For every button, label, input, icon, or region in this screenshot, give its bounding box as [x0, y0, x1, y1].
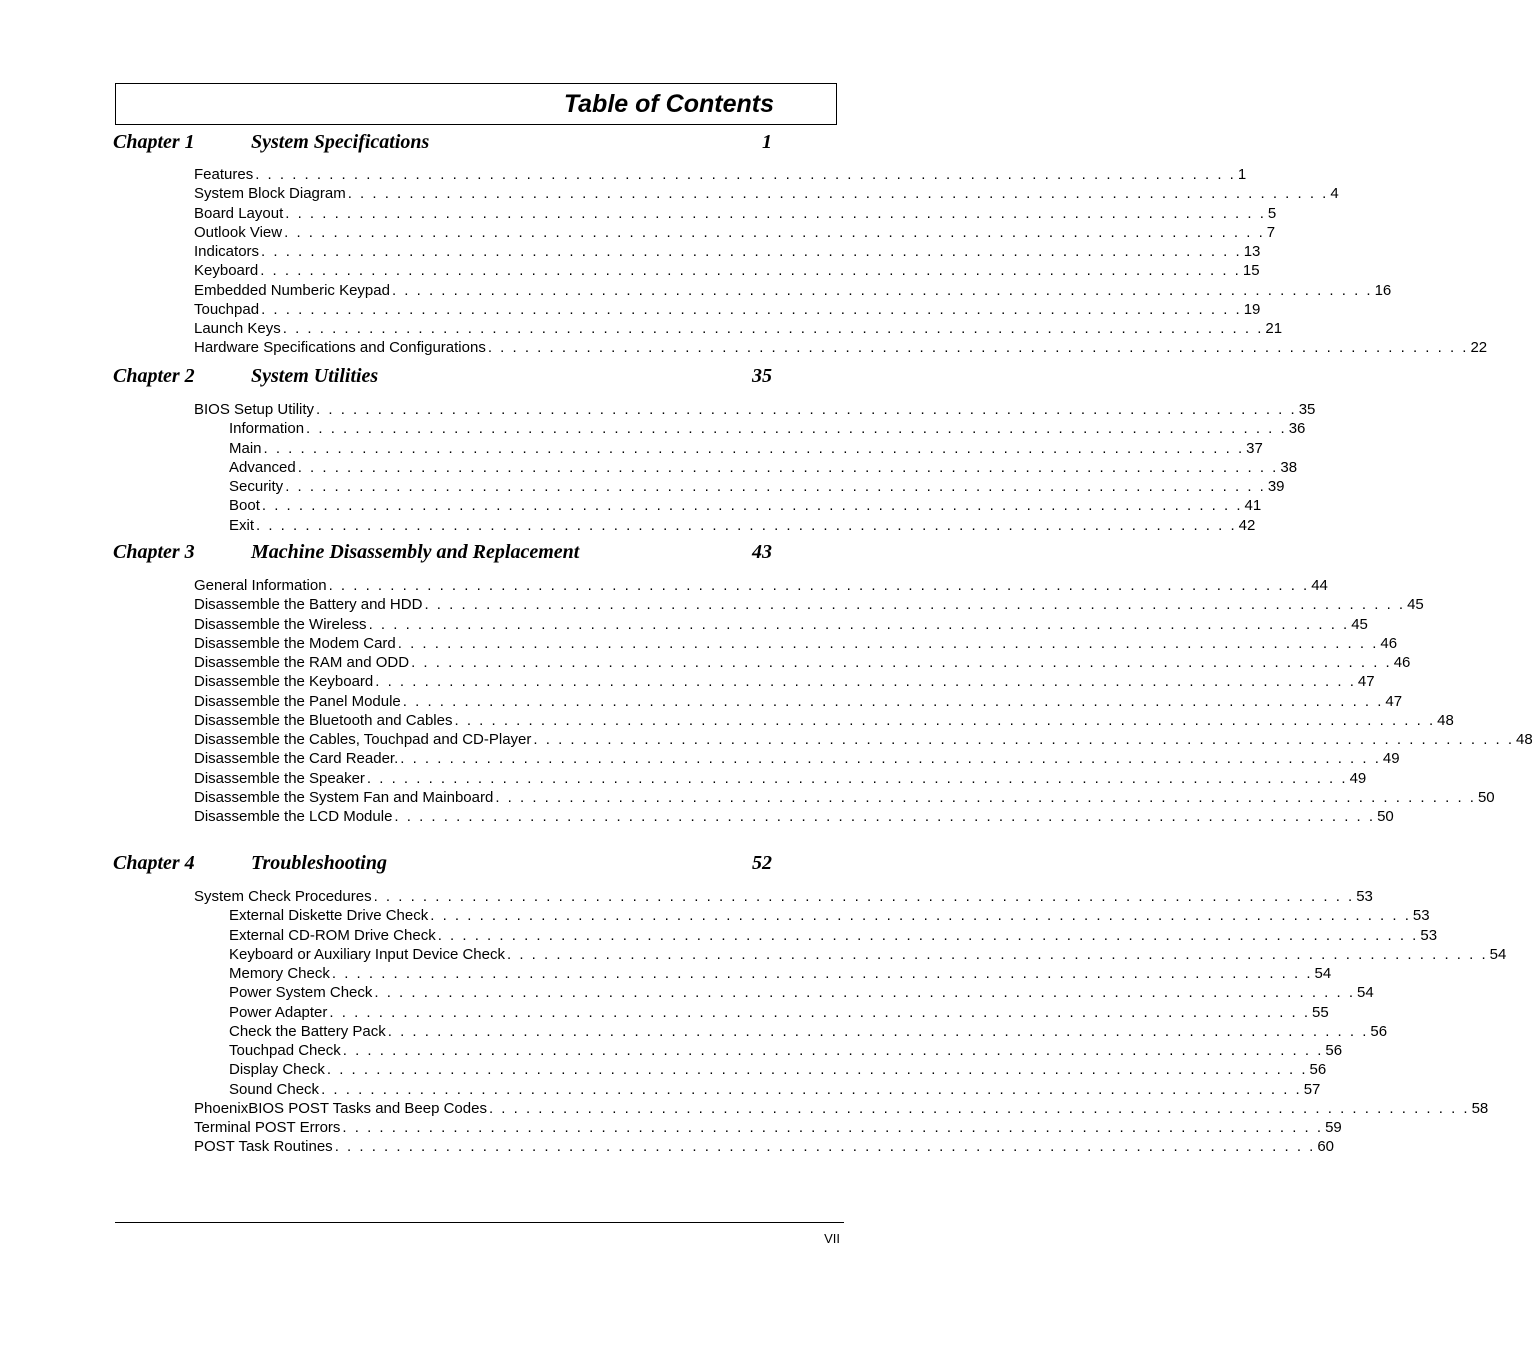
- toc-entry[interactable]: [194, 281, 1392, 300]
- chapter-page: 52: [752, 852, 772, 874]
- dot-leader: . . . . . . . . . . . . . . . . . . . . . . . . . . . . . . . . . . . . . . . . . . . . . . . . . . . . . . . . . . . . . . . . . . . . . . . . . . . . . . . .: [285, 478, 1266, 495]
- toc-entry-page: 53: [1420, 927, 1438, 944]
- toc-entry-label: Disassemble the Battery and HDD: [194, 596, 423, 613]
- toc-entry[interactable]: [229, 439, 1263, 458]
- toc-entry-page: 46: [1380, 635, 1398, 652]
- chapter-number: Chapter 2: [113, 365, 195, 387]
- chapter-page: 1: [762, 131, 772, 153]
- toc-entry[interactable]: [194, 1118, 1342, 1137]
- toc-entry-page: 54: [1357, 984, 1374, 1001]
- toc-entry-label: Touchpad: [194, 301, 260, 318]
- toc-entry[interactable]: [194, 692, 1403, 711]
- footer-page-number: VII: [824, 1231, 840, 1246]
- toc-entry-label: Disassemble the Cables, Touchpad and CD-Player: [194, 731, 532, 748]
- toc-entry-label: External Diskette Drive Check: [229, 907, 429, 924]
- toc-entry-label: External CD-ROM Drive Check: [229, 927, 436, 944]
- toc-entry-label: Exit: [229, 517, 255, 534]
- toc-entry-page: 48: [1437, 712, 1454, 729]
- toc-entry-page: 38: [1280, 459, 1298, 476]
- toc-entry-page: 39: [1267, 478, 1285, 495]
- toc-entry[interactable]: [194, 769, 1367, 788]
- toc-entry-label: Disassemble the Card Reader.: [194, 750, 399, 767]
- toc-entry-page: 37: [1246, 440, 1263, 457]
- toc-entry-page: 50: [1377, 808, 1394, 825]
- toc-entry-label: Features: [194, 166, 254, 183]
- toc-entry[interactable]: [194, 165, 1247, 184]
- toc-entry[interactable]: [194, 338, 1488, 357]
- toc-entry[interactable]: [194, 634, 1398, 653]
- chapter-title: Troubleshooting: [251, 852, 387, 874]
- dot-leader: . . . . . . . . . . . . . . . . . . . . . . . . . . . . . . . . . . . . . . . . . . . . . . . . . . . . . . . . . . . . . . . . . . . . . . . . . . . . . . . .: [306, 420, 1287, 437]
- toc-entry-page: 42: [1238, 517, 1256, 534]
- toc-entry[interactable]: [194, 730, 1533, 749]
- toc-entry-page: 22: [1470, 339, 1488, 356]
- toc-entry-page: 46: [1393, 654, 1411, 671]
- dot-leader: . . . . . . . . . . . . . . . . . . . . . . . . . . . . . . . . . . . . . . . . . . . . . . . . . . . . . . . . . . . . . . . . . . . . . . . . . . . . . . . .: [391, 282, 1373, 299]
- dot-leader: . . . . . . . . . . . . . . . . . . . . . . . . . . . . . . . . . . . . . . . . . . . . . . . . . . . . . . . . . . . . . . . . . . . . . . . . . . . . . . . .: [454, 712, 1436, 729]
- toc-entry-page: 44: [1311, 577, 1328, 594]
- toc-entry-label: Boot: [229, 497, 260, 514]
- toc-entry-page: 58: [1471, 1100, 1489, 1117]
- dot-leader: . . . . . . . . . . . . . . . . . . . . . . . . . . . . . . . . . . . . . . . . . . . . . . . . . . . . . . . . . . . . . . . . . . . . . . . . . . . . . . . .: [316, 401, 1297, 418]
- footer-divider: [115, 1222, 844, 1223]
- toc-entry-label: General Information: [194, 577, 327, 594]
- chapter-page: 43: [752, 541, 772, 563]
- toc-entry-label: Power System Check: [229, 984, 373, 1001]
- toc-entry[interactable]: [229, 1041, 1343, 1060]
- toc-entry-label: Sound Check: [229, 1081, 320, 1098]
- toc-entry-label: Memory Check: [229, 965, 330, 982]
- dot-leader: . . . . . . . . . . . . . . . . . . . . . . . . . . . . . . . . . . . . . . . . . . . . . . . . . . . . . . . . . . . . . . . . . . . . . . . . . . . . . . . .: [255, 166, 1236, 183]
- dot-leader: . . . . . . . . . . . . . . . . . . . . . . . . . . . . . . . . . . . . . . . . . . . . . . . . . . . . . . . . . . . . . . . . . . . . . . . . . . . . . . . .: [533, 731, 1515, 748]
- dot-leader: . . . . . . . . . . . . . . . . . . . . . . . . . . . . . . . . . . . . . . . . . . . . . . . . . . . . . . . . . . . . . . . . . . . . . . . . . . . . . . . .: [263, 440, 1245, 457]
- dot-leader: . . . . . . . . . . . . . . . . . . . . . . . . . . . . . . . . . . . . . . . . . . . . . . . . . . . . . . . . . . . . . . . . . . . . . . . . . . . . . . . .: [397, 635, 1379, 652]
- toc-entry-label: Board Layout: [194, 205, 284, 222]
- toc-entry-page: 49: [1349, 770, 1367, 787]
- dot-leader: . . . . . . . . . . . . . . . . . . . . . . . . . . . . . . . . . . . . . . . . . . . . . . . . . . . . . . . . . . . . . . . . . . . . . . . . . . . . . . . .: [387, 1023, 1369, 1040]
- toc-entry-page: 57: [1303, 1081, 1321, 1098]
- toc-entry[interactable]: [194, 223, 1276, 242]
- toc-entry-label: Main: [229, 440, 262, 457]
- dot-leader: . . . . . . . . . . . . . . . . . . . . . . . . . . . . . . . . . . . . . . . . . . . . . . . . . . . . . . . . . . . . . . . . . . . . . . . . . . . . . . . .: [326, 1061, 1308, 1078]
- toc-entry[interactable]: [229, 516, 1256, 535]
- toc-entry-label: Disassemble the LCD Module: [194, 808, 393, 825]
- dot-leader: . . . . . . . . . . . . . . . . . . . . . . . . . . . . . . . . . . . . . . . . . . . . . . . . . . . . . . . . . . . . . . . . . . . . . . . . . . . . . . . .: [260, 262, 1241, 279]
- toc-entry-page: 47: [1357, 673, 1375, 690]
- chapter-heading[interactable]: [113, 852, 772, 882]
- toc-entry-page: 15: [1242, 262, 1260, 279]
- dot-leader: . . . . . . . . . . . . . . . . . . . . . . . . . . . . . . . . . . . . . . . . . . . . . . . . . . . . . . . . . . . . . . . . . . . . . . . . . . . . . . . .: [342, 1119, 1324, 1136]
- toc-entry-page: 53: [1356, 888, 1373, 905]
- toc-entry-label: Disassemble the Wireless: [194, 616, 367, 633]
- toc-entry-label: System Check Procedures: [194, 888, 372, 905]
- toc-entry-label: Keyboard or Auxiliary Input Device Check: [229, 946, 505, 963]
- toc-entry[interactable]: [194, 807, 1394, 826]
- dot-leader: . . . . . . . . . . . . . . . . . . . . . . . . . . . . . . . . . . . . . . . . . . . . . . . . . . . . . . . . . . . . . . . . . . . . . . . . . . . . . . . .: [331, 965, 1313, 982]
- toc-entry-label: Hardware Specifications and Configurations: [194, 339, 486, 356]
- toc-entry-page: 21: [1265, 320, 1283, 337]
- toc-entry[interactable]: [194, 184, 1339, 203]
- chapter-title: System Specifications: [251, 131, 430, 153]
- dot-leader: . . . . . . . . . . . . . . . . . . . . . . . . . . . . . . . . . . . . . . . . . . . . . . . . . . . . . . . . . . . . . . . . . . . . . . . . . . . . . . . .: [411, 654, 1392, 671]
- dot-leader: . . . . . . . . . . . . . . . . . . . . . . . . . . . . . . . . . . . . . . . . . . . . . . . . . . . . . . . . . . . . . . . . . . . . . . . . . . . . . . . .: [400, 750, 1381, 767]
- toc-entry[interactable]: [229, 1060, 1327, 1079]
- toc-entry[interactable]: [229, 458, 1298, 477]
- toc-entry[interactable]: [194, 595, 1424, 614]
- dot-leader: . . . . . . . . . . . . . . . . . . . . . . . . . . . . . . . . . . . . . . . . . . . . . . . . . . . . . . . . . . . . . . . . . . . . . . . . . . . . . . . .: [375, 673, 1356, 690]
- page-title: Table of Contents: [563, 90, 774, 118]
- toc-entry-page: 16: [1374, 282, 1392, 299]
- toc-entry-label: Disassemble the Speaker: [194, 770, 365, 787]
- toc-entry-page: 13: [1243, 243, 1261, 260]
- toc-entry-label: Touchpad Check: [229, 1042, 341, 1059]
- toc-entry-page: 55: [1312, 1004, 1329, 1021]
- toc-entry-page: 54: [1314, 965, 1332, 982]
- chapter-number: Chapter 1: [113, 131, 195, 153]
- toc-entry[interactable]: [229, 1003, 1329, 1022]
- toc-entry[interactable]: [194, 261, 1260, 280]
- dot-leader: . . . . . . . . . . . . . . . . . . . . . . . . . . . . . . . . . . . . . . . . . . . . . . . . . . . . . . . . . . . . . . . . . . . . . . . . . . . . . . . .: [328, 577, 1310, 594]
- chapter-heading[interactable]: [113, 541, 772, 571]
- toc-entry[interactable]: [229, 964, 1332, 983]
- chapter-page: 35: [752, 365, 772, 387]
- toc-entry-page: 7: [1266, 224, 1276, 241]
- toc-entry[interactable]: [194, 400, 1316, 419]
- toc-entry[interactable]: [194, 653, 1411, 672]
- toc-entry-page: 45: [1351, 616, 1368, 633]
- toc-entry-label: Display Check: [229, 1061, 325, 1078]
- toc-entry[interactable]: [229, 1080, 1321, 1099]
- chapter-title: System Utilities: [251, 365, 379, 387]
- toc-entry[interactable]: [194, 300, 1261, 319]
- toc-entry-label: Embedded Numberic Keypad: [194, 282, 390, 299]
- toc-entry-label: Disassemble the Modem Card: [194, 635, 396, 652]
- dot-leader: . . . . . . . . . . . . . . . . . . . . . . . . . . . . . . . . . . . . . . . . . . . . . . . . . . . . . . . . . . . . . . . . . . . . . . . . . . . . . . . .: [261, 497, 1243, 514]
- toc-entry-page: 49: [1382, 750, 1400, 767]
- toc-entry[interactable]: [229, 1022, 1388, 1041]
- dot-leader: . . . . . . . . . . . . . . . . . . . . . . . . . . . . . . . . . . . . . . . . . . . . . . . . . . . . . . . . . . . . . . . . . . . . . . . . . . . . . . . .: [437, 927, 1419, 944]
- toc-entry[interactable]: [229, 945, 1507, 964]
- toc-entry-label: Keyboard: [194, 262, 259, 279]
- toc-entry[interactable]: [194, 887, 1373, 906]
- toc-entry-page: 19: [1243, 301, 1261, 318]
- toc-entry[interactable]: [194, 242, 1261, 261]
- toc-entry-page: 56: [1309, 1061, 1327, 1078]
- toc-entry[interactable]: [194, 576, 1328, 595]
- dot-leader: . . . . . . . . . . . . . . . . . . . . . . . . . . . . . . . . . . . . . . . . . . . . . . . . . . . . . . . . . . . . . . . . . . . . . . . . . . . . . . . .: [347, 185, 1329, 202]
- toc-entry-label: PhoenixBIOS POST Tasks and Beep Codes: [194, 1100, 487, 1117]
- toc-entry[interactable]: [194, 1099, 1489, 1118]
- chapter-heading[interactable]: [113, 131, 772, 161]
- dot-leader: . . . . . . . . . . . . . . . . . . . . . . . . . . . . . . . . . . . . . . . . . . . . . . . . . . . . . . . . . . . . . . . . . . . . . . . . . . . . . . . .: [284, 224, 1265, 241]
- toc-entry[interactable]: [194, 204, 1277, 223]
- toc-entry-label: Disassemble the RAM and ODD: [194, 654, 410, 671]
- toc-entry-page: 56: [1370, 1023, 1388, 1040]
- toc-entry-page: 54: [1489, 946, 1507, 963]
- toc-entry-label: Disassemble the Panel Module: [194, 693, 401, 710]
- title-box: [115, 83, 837, 125]
- toc-entry-page: 35: [1298, 401, 1316, 418]
- toc-entry-label: Disassemble the Keyboard: [194, 673, 374, 690]
- toc-entry-label: Terminal POST Errors: [194, 1119, 341, 1136]
- toc-entry-page: 1: [1237, 166, 1247, 183]
- toc-entry-page: 4: [1330, 185, 1339, 202]
- toc-entry-label: BIOS Setup Utility: [194, 401, 315, 418]
- toc-entry-page: 41: [1244, 497, 1262, 514]
- dot-leader: . . . . . . . . . . . . . . . . . . . . . . . . . . . . . . . . . . . . . . . . . . . . . . . . . . . . . . . . . . . . . . . . . . . . . . . . . . . . . . . .: [487, 339, 1469, 356]
- toc-entry-page: 53: [1412, 907, 1430, 924]
- toc-entry-page: 59: [1325, 1119, 1342, 1136]
- toc-entry[interactable]: [229, 477, 1285, 496]
- dot-leader: . . . . . . . . . . . . . . . . . . . . . . . . . . . . . . . . . . . . . . . . . . . . . . . . . . . . . . . . . . . . . . . . . . . . . . . . . . . . . . . .: [285, 205, 1266, 222]
- dot-leader: . . . . . . . . . . . . . . . . . . . . . . . . . . . . . . . . . . . . . . . . . . . . . . . . . . . . . . . . . . . . . . . . . . . . . . . . . . . . . . . .: [261, 301, 1242, 318]
- dot-leader: . . . . . . . . . . . . . . . . . . . . . . . . . . . . . . . . . . . . . . . . . . . . . . . . . . . . . . . . . . . . . . . . . . . . . . . . . . . . . . . .: [366, 770, 1348, 787]
- toc-entry-page: 48: [1516, 731, 1533, 748]
- dot-leader: . . . . . . . . . . . . . . . . . . . . . . . . . . . . . . . . . . . . . . . . . . . . . . . . . . . . . . . . . . . . . . . . . . . . . . . . . . . . . . . .: [282, 320, 1264, 337]
- dot-leader: . . . . . . . . . . . . . . . . . . . . . . . . . . . . . . . . . . . . . . . . . . . . . . . . . . . . . . . . . . . . . . . . . . . . . . . . . . . . . . . .: [488, 1100, 1470, 1117]
- toc-entry-page: 45: [1407, 596, 1424, 613]
- toc-entry[interactable]: [194, 749, 1400, 768]
- dot-leader: . . . . . . . . . . . . . . . . . . . . . . . . . . . . . . . . . . . . . . . . . . . . . . . . . . . . . . . . . . . . . . . . . . . . . . . . . . . . . . . .: [373, 888, 1355, 905]
- toc-entry-label: Launch Keys: [194, 320, 281, 337]
- toc-entry-page: 36: [1288, 420, 1306, 437]
- toc-entry-label: Outlook View: [194, 224, 283, 241]
- toc-entry[interactable]: [194, 615, 1368, 634]
- toc-entry[interactable]: [194, 1137, 1335, 1156]
- toc-entry-label: System Block Diagram: [194, 185, 346, 202]
- dot-leader: . . . . . . . . . . . . . . . . . . . . . . . . . . . . . . . . . . . . . . . . . . . . . . . . . . . . . . . . . . . . . . . . . . . . . . . . . . . . . . . .: [495, 789, 1476, 806]
- dot-leader: . . . . . . . . . . . . . . . . . . . . . . . . . . . . . . . . . . . . . . . . . . . . . . . . . . . . . . . . . . . . . . . . . . . . . . . . . . . . . . . .: [297, 459, 1279, 476]
- toc-entry[interactable]: [229, 983, 1374, 1002]
- toc-entry[interactable]: [229, 906, 1430, 925]
- toc-entry[interactable]: [229, 926, 1438, 945]
- toc-entry-label: Check the Battery Pack: [229, 1023, 386, 1040]
- dot-leader: . . . . . . . . . . . . . . . . . . . . . . . . . . . . . . . . . . . . . . . . . . . . . . . . . . . . . . . . . . . . . . . . . . . . . . . . . . . . . . . .: [430, 907, 1411, 924]
- toc-entry[interactable]: [194, 788, 1495, 807]
- chapter-title: Machine Disassembly and Replacement: [251, 541, 580, 563]
- dot-leader: . . . . . . . . . . . . . . . . . . . . . . . . . . . . . . . . . . . . . . . . . . . . . . . . . . . . . . . . . . . . . . . . . . . . . . . . . . . . . . . .: [329, 1004, 1311, 1021]
- dot-leader: . . . . . . . . . . . . . . . . . . . . . . . . . . . . . . . . . . . . . . . . . . . . . . . . . . . . . . . . . . . . . . . . . . . . . . . . . . . . . . . .: [342, 1042, 1324, 1059]
- toc-entry-label: Information: [229, 420, 305, 437]
- dot-leader: . . . . . . . . . . . . . . . . . . . . . . . . . . . . . . . . . . . . . . . . . . . . . . . . . . . . . . . . . . . . . . . . . . . . . . . . . . . . . . . .: [261, 243, 1242, 260]
- toc-entry[interactable]: [194, 672, 1375, 691]
- dot-leader: . . . . . . . . . . . . . . . . . . . . . . . . . . . . . . . . . . . . . . . . . . . . . . . . . . . . . . . . . . . . . . . . . . . . . . . . . . . . . . . .: [374, 984, 1356, 1001]
- toc-entry-label: Indicators: [194, 243, 260, 260]
- toc-entry-label: Disassemble the Bluetooth and Cables: [194, 712, 453, 729]
- toc-entry[interactable]: [194, 319, 1283, 338]
- toc-entry-page: 50: [1477, 789, 1495, 806]
- toc-entry-page: 60: [1317, 1138, 1335, 1155]
- dot-leader: . . . . . . . . . . . . . . . . . . . . . . . . . . . . . . . . . . . . . . . . . . . . . . . . . . . . . . . . . . . . . . . . . . . . . . . . . . . . . . . .: [424, 596, 1406, 613]
- toc-entry[interactable]: [229, 419, 1306, 438]
- toc-entry-page: 47: [1385, 693, 1403, 710]
- dot-leader: . . . . . . . . . . . . . . . . . . . . . . . . . . . . . . . . . . . . . . . . . . . . . . . . . . . . . . . . . . . . . . . . . . . . . . . . . . . . . . . .: [506, 946, 1488, 963]
- dot-leader: . . . . . . . . . . . . . . . . . . . . . . . . . . . . . . . . . . . . . . . . . . . . . . . . . . . . . . . . . . . . . . . . . . . . . . . . . . . . . . . .: [368, 616, 1350, 633]
- chapter-number: Chapter 4: [113, 852, 195, 874]
- toc-entry[interactable]: [194, 711, 1454, 730]
- dot-leader: . . . . . . . . . . . . . . . . . . . . . . . . . . . . . . . . . . . . . . . . . . . . . . . . . . . . . . . . . . . . . . . . . . . . . . . . . . . . . . . .: [402, 693, 1384, 710]
- toc-entry-page: 5: [1267, 205, 1277, 222]
- toc-entry-label: Security: [229, 478, 284, 495]
- dot-leader: . . . . . . . . . . . . . . . . . . . . . . . . . . . . . . . . . . . . . . . . . . . . . . . . . . . . . . . . . . . . . . . . . . . . . . . . . . . . . . . .: [334, 1138, 1316, 1155]
- toc-entry[interactable]: [229, 496, 1262, 515]
- chapter-heading[interactable]: [113, 365, 772, 395]
- dot-leader: . . . . . . . . . . . . . . . . . . . . . . . . . . . . . . . . . . . . . . . . . . . . . . . . . . . . . . . . . . . . . . . . . . . . . . . . . . . . . . . .: [256, 517, 1237, 534]
- toc-entry-label: Disassemble the System Fan and Mainboard: [194, 789, 494, 806]
- toc-entry-label: Advanced: [229, 459, 296, 476]
- toc-entry-page: 56: [1325, 1042, 1343, 1059]
- toc-entry-label: Power Adapter: [229, 1004, 328, 1021]
- chapter-number: Chapter 3: [113, 541, 195, 563]
- toc-entry-label: POST Task Routines: [194, 1138, 333, 1155]
- dot-leader: . . . . . . . . . . . . . . . . . . . . . . . . . . . . . . . . . . . . . . . . . . . . . . . . . . . . . . . . . . . . . . . . . . . . . . . . . . . . . . . .: [321, 1081, 1302, 1098]
- dot-leader: . . . . . . . . . . . . . . . . . . . . . . . . . . . . . . . . . . . . . . . . . . . . . . . . . . . . . . . . . . . . . . . . . . . . . . . . . . . . . . . .: [394, 808, 1376, 825]
